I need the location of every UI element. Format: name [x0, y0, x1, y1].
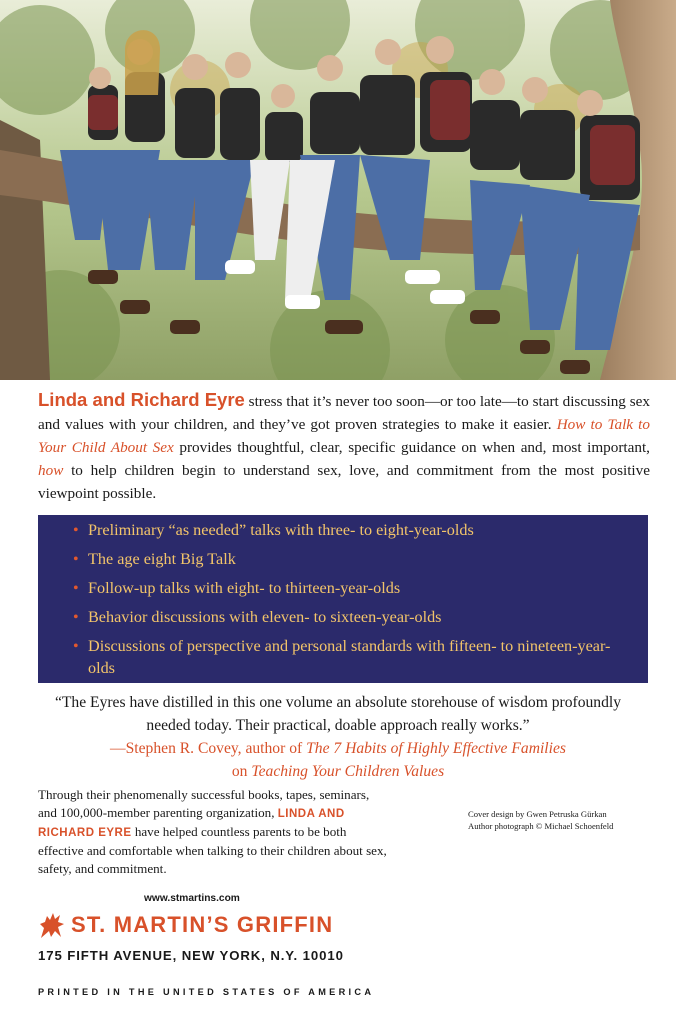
- publisher-address: 175 FIFTH AVENUE, NEW YORK, N.Y. 10010: [38, 948, 344, 963]
- family-photo-svg: [0, 0, 676, 380]
- printed-in-label: PRINTED IN THE UNITED STATES OF AMERICA: [38, 987, 375, 997]
- topic-item-text: Discussions of perspective and personal standards with fifteen- to nineteen-year-olds: [88, 637, 611, 677]
- bullet-dot-icon: •: [73, 638, 79, 655]
- quote-attribution: [38, 737, 638, 783]
- intro-book-title: How to Talk to Your Child About Sex: [38, 416, 650, 456]
- website-link[interactable]: www.stmartins.com: [144, 893, 240, 904]
- intro-authors: Linda and Richard Eyre: [38, 389, 245, 410]
- endorsement-quote: [38, 691, 638, 783]
- quote-text: “The Eyres have distilled in this one volume an absolute storehouse of wisdom profoundly needed today. Their practical, doable approach really works.”: [54, 694, 622, 734]
- about-authors-name: LINDA AND RICHARD EYRE: [38, 808, 345, 839]
- topic-item: [73, 636, 628, 679]
- attribution-book-2: Teaching Your Children Values: [251, 763, 445, 780]
- cover-design-credit: Cover design by Gwen Petruska Gürkan: [468, 809, 607, 819]
- bullet-dot-icon: •: [73, 580, 79, 597]
- author-photo-credit: Author photograph © Michael Schoenfeld: [468, 821, 614, 831]
- topic-item: [73, 578, 628, 600]
- intro-paragraph: [38, 388, 650, 505]
- about-text-1: Through their phenomenally successful books, tapes, seminars, and 100,000-member parenting organization,: [38, 787, 370, 820]
- intro-text-2: provides thoughtful, clear, specific guidance on when and, most important,: [173, 439, 650, 456]
- topic-item-text: Behavior discussions with eleven- to sixteen-year-olds: [88, 608, 442, 626]
- cover-credits: [468, 808, 668, 832]
- publisher-block: [38, 908, 378, 942]
- bullet-dot-icon: •: [73, 522, 79, 539]
- griffin-logo-icon: [38, 910, 66, 940]
- attribution-on: on: [231, 763, 252, 780]
- about-authors: [38, 786, 388, 878]
- attribution-prefix: —Stephen R. Covey, author of: [110, 740, 307, 757]
- intro-text-1: stress that it’s never too soon—or too late—to start discussing sex and values with your children, and they’ve got proven strategies to make it easier.: [38, 393, 650, 433]
- intro-text-3: to help children begin to understand sex, love, and commitment from the most positive viewpoint possible.: [38, 462, 650, 502]
- about-text-2: have helped countless parents to be both effective and comfortable when talking to their children about sex, safety, and commitment.: [38, 824, 387, 876]
- bullet-dot-icon: •: [73, 609, 79, 626]
- family-photo: [0, 0, 676, 380]
- topic-item-text: The age eight Big Talk: [88, 550, 236, 568]
- attribution-book: The 7 Habits of Highly Effective Families: [306, 740, 566, 757]
- topic-item: [73, 607, 628, 629]
- topic-item: [73, 520, 628, 542]
- topic-item-text: Follow-up talks with eight- to thirteen-year-olds: [88, 579, 401, 597]
- topic-item-text: Preliminary “as needed” talks with three- to eight-year-olds: [88, 521, 474, 539]
- bullet-dot-icon: •: [73, 551, 79, 568]
- topics-box: [38, 515, 648, 683]
- publisher-name: ST. MARTIN’S GRIFFIN: [71, 912, 334, 937]
- topic-item: [73, 549, 628, 571]
- intro-how: how: [38, 462, 64, 479]
- topics-list: [73, 520, 628, 679]
